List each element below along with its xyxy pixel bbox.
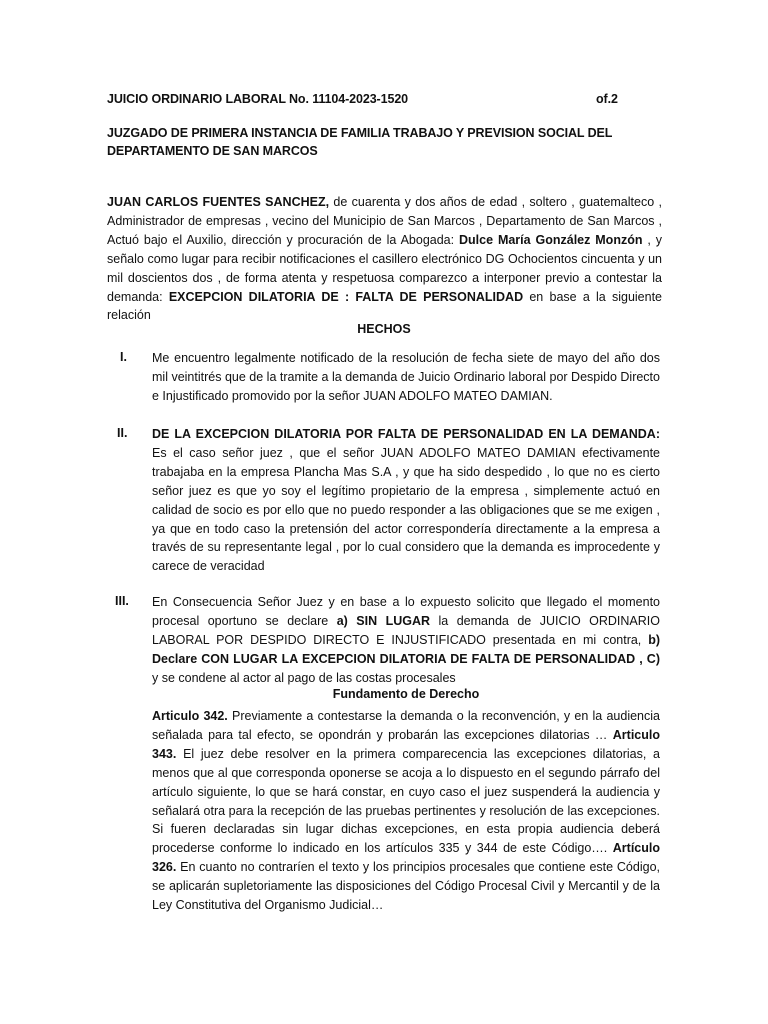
section-title-hechos: HECHOS (357, 322, 411, 336)
item-text: En Consecuencia Señor Juez y en base a lo expuesto solicito que llegado el momento procesal oportuno se declare (152, 595, 660, 628)
article-text: Previamente a contestarse la demanda o la reconvención, y en la audiencia señalada para tal efecto, se opondrán y probarán las excepciones dilatorias … (152, 709, 660, 742)
intro-text-2: , y señalo como lugar para recibir notificaciones el casillero electrónico DG Ochocientos cincuenta y un mil doscientos dos , de forma atenta y respetuosa comparezco a interponer previo a contestar la demanda: (107, 232, 663, 304)
request-a: a) SIN LUGAR (336, 613, 431, 628)
exception-title: EXCEPCION DILATORIA DE : FALTA DE PERSONALIDAD (168, 289, 524, 304)
item-paragraph (152, 425, 660, 576)
lawyer-name: Dulce María González Monzón (459, 232, 643, 247)
item-text: la demanda de JUICIO ORDINARIO LABORAL POR DESPIDO DIRECTO E INJUSTIFICADO presentada en mi contra, (152, 613, 660, 647)
item-numeral: II. (117, 426, 128, 440)
item-paragraph (152, 593, 660, 688)
request-b: b) Declare CON LUGAR LA EXCEPCION DILATORIA DE FALTA DE PERSONALIDAD , C) (152, 632, 660, 666)
item-text: y se condene al actor al pago de las costas procesales (152, 670, 456, 685)
article-label: Articulo 343. (152, 727, 660, 761)
case-number: JUICIO ORDINARIO LABORAL No. 11104-2023-1520 (107, 92, 409, 106)
article-text: En cuanto no contraríen el texto y los principios procesales que contiene este Código, se aplicarán supletoriamente las disposiciones del Código Procesal Civil y Mercantil y de la Ley Constitutiva del Organismo Judicial… (152, 860, 660, 913)
item-paragraph: Me encuentro legalmente notificado de la resolución de fecha siete de mayo del año dos mil veintitrés que de la tramite a la demanda de Juicio Ordinario laboral por Despido Directo e Injustificado promovido por la señor JUAN ADOLFO MATEO DAMIAN. (152, 351, 660, 403)
intro-paragraph (107, 193, 662, 325)
intro-text-3: en base a la siguiente relación (107, 289, 662, 323)
intro-text-1: de cuarenta y dos años de edad , soltero , guatemalteco , Administrador de empresas , vecino del Municipio de San Marcos , Departamento de San Marcos , Actuó bajo el Auxilio, dirección y procuración de la Abogada: (107, 195, 662, 247)
court-name: JUZGADO DE PRIMERA INSTANCIA DE FAMILIA TRABAJO Y PREVISION SOCIAL DEL DEPARTAMENTO DE SAN MARCOS (107, 126, 613, 158)
article-label: Articulo 342. (152, 709, 228, 723)
folio-number: of.2 (596, 92, 618, 106)
fundamento-paragraph (152, 707, 660, 915)
item-heading: DE LA EXCEPCION DILATORIA POR FALTA DE PERSONALIDAD EN LA DEMANDA: (152, 427, 660, 441)
fundamento-title: Fundamento de Derecho (332, 687, 480, 701)
item-numeral: III. (115, 594, 129, 608)
article-label: Artículo 326. (152, 841, 660, 875)
plaintiff-name: JUAN CARLOS FUENTES SANCHEZ, (107, 195, 330, 209)
item-text: Es el caso señor juez , que el señor JUAN ADOLFO MATEO DAMIAN efectivamente trabajaba en la empresa Plancha Mas S.A , y que ha sido despedido , lo que no es cierto señor juez es que yo soy el legítimo propietario de la empresa , simplemente actuó en calidad de socio es por ello que no puedo responder a las obligaciones que se me exigen , ya que en todo caso la pretensión del actor correspondería directamente a la empresa a través de su representante legal , por lo cual considero que la demanda es improcedente y carece de veracidad (152, 445, 660, 574)
item-numeral: I. (120, 350, 127, 364)
article-text: El juez debe resolver en la primera comparecencia las excepciones dilatorias, a menos que al que corresponda oponerse se acoja a lo dispuesto en el segundo párrafo del artículo siguiente, lo que se hará constar, en cuyo caso el juez suspenderá la audiencia y señalará otra para la recepción de las pruebas pertinentes y resolución de las excepciones. Si fueren declaradas sin lugar dichas excepciones, en esta propia audiencia deberá procederse conforme lo indicado en los artículos 335 y 344 de este Código…. (152, 746, 660, 856)
